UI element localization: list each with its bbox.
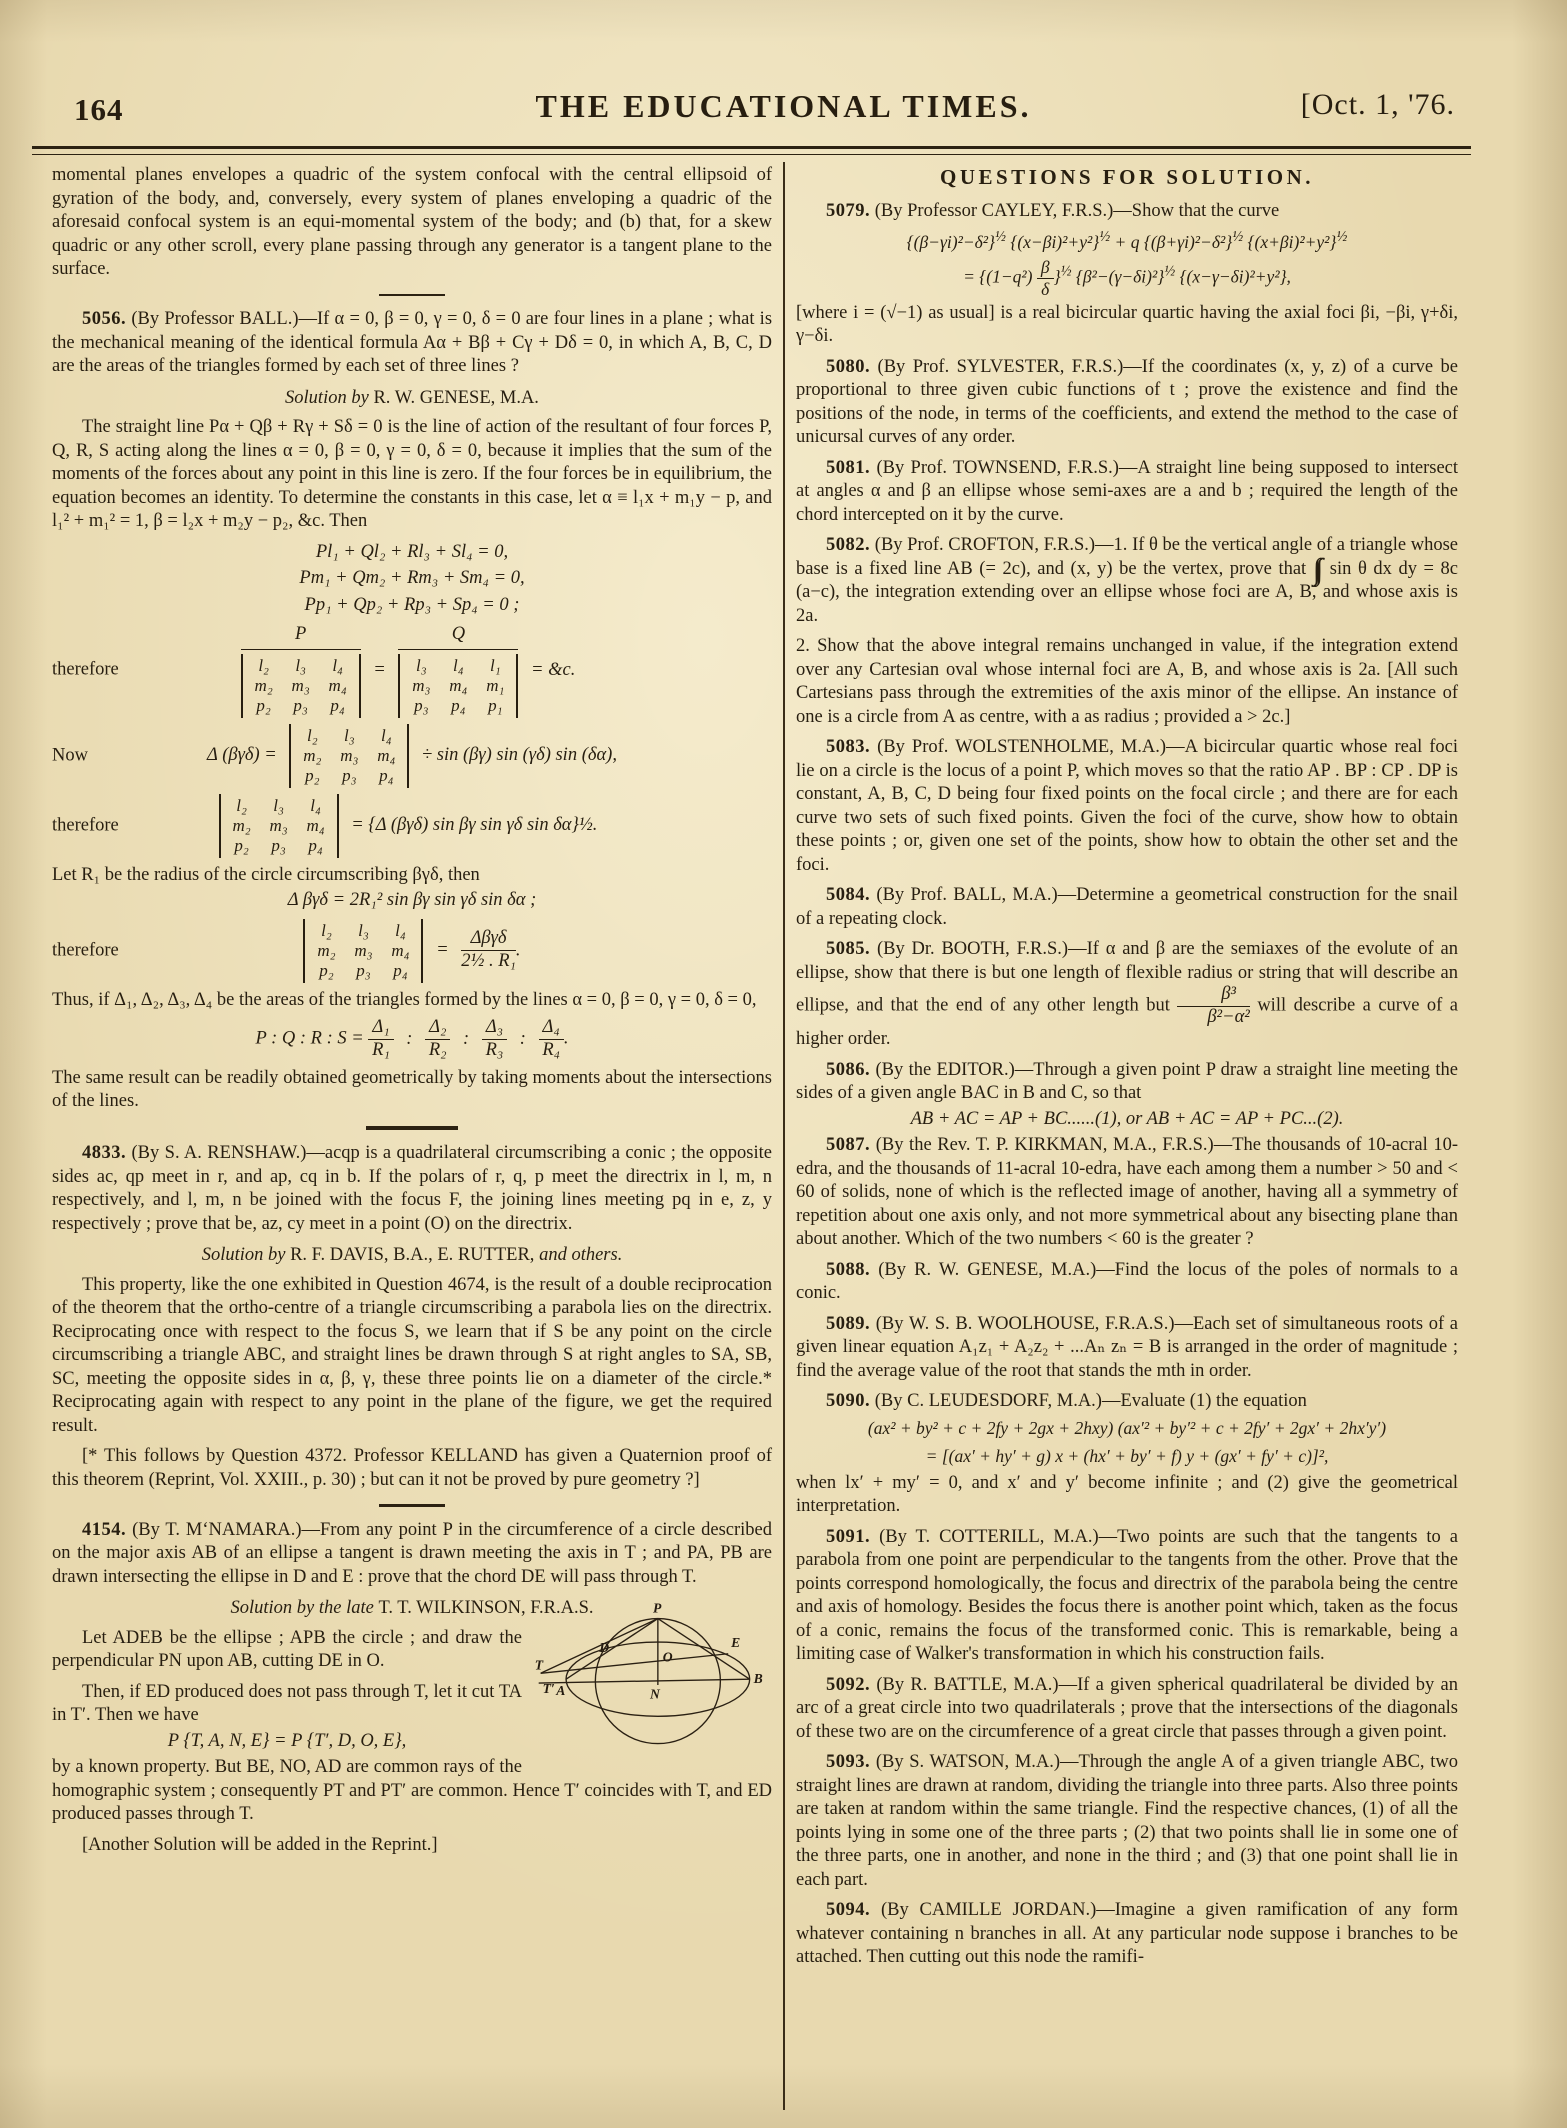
axis-line-TB: [539, 1679, 750, 1683]
question-text: (By Prof. CROFTON, F.R.S.)—1. If θ be the vertical angle of a triangle whose base is a fixed line AB (= 2c), and (x, y) be the vertex, prove that: [796, 535, 1459, 579]
page-number: 164: [74, 92, 124, 127]
page-title: THE EDUCATIONAL TIMES.: [535, 88, 1032, 124]
equation-rhs: ÷ sin (βγ) sin (γδ) sin (δα),: [421, 744, 617, 765]
fraction: $\frac{\text{Δ₄}}{\text{R₄}}$: [539, 1018, 564, 1061]
question-5083: [796, 736, 1458, 877]
colon: :: [406, 1028, 413, 1049]
solution-paragraph: This property, like the one exhibited in Question 4674, is the result of a double reciprocation of the theorem that the ortho-centre of a triangle circumscribing a parabola lies on the directrix. Reciprocating once with respect to the focus S, we learn that if S be any point on the circle circumscribing a triangle ABC, and straight lines be drawn through S at right angles to SA, SB, SC, meeting the opposite sides in α, β, γ, these three points lie on a diameter of the circle.* Reciprocating again with respect to any point in the plane of the figure, we get the required result.: [52, 1274, 772, 1436]
question-text: sin θ dx dy = 8c (a−c), the integration extending over an ellipse whose foci are A, B, and whose axis is 2a.: [796, 558, 1458, 626]
question-text: (By S. A. RENSHAW.)—acqp is a quadrilateral circumscribing a conic ; the opposite sides ac, qp meet in r, and ap, cq in b. If the polars of r, q, p meet the directrix in l, m, n respectively, and l, m, n be joined with the focus F, the joining lines meeting pq in e, z, y respectively ; prove that be, az, cy meet in a point (O) on the directrix.: [52, 1143, 772, 1234]
header-rule: [32, 146, 1471, 155]
fraction: $\frac{\text{Δ₃}}{\text{R₃}}$: [482, 1018, 507, 1061]
equation-line: Pp₁ + Qp₂ + Rp₃ + Sp₄ = 0 ;: [304, 594, 520, 615]
solution-paragraph: by a known property. But BE, NO, AD are common rays of the homographic system ; consequently PT and PT′ are common. Hence T′ coincides with T, and ED produced passes through T.: [52, 1757, 772, 1825]
question-4833: [52, 1142, 772, 1236]
question-text: (By Professor BALL.)—If α = 0, β = 0, γ = 0, δ = 0 are four lines in a plane ; what is the mechanical meaning of the identical formula Aα + Bβ + Cγ + Dδ = 0, in which A, B, C, D are the areas of the triangles formed by each set of three lines ?: [52, 309, 773, 376]
question-5090: [796, 1390, 1458, 1414]
label-A: A: [556, 1682, 566, 1698]
fraction: $\frac{\text{Δ₂}}{\text{R₂}}$: [425, 1018, 450, 1061]
period: .: [563, 1028, 569, 1049]
display-equation: = [(ax′ + hy′ + g) x + (hx′ + by′ + f) y + (gx′ + fy′ + c)]²,: [925, 1445, 1329, 1466]
determinant: l₂ l₃ l₄ m₂ m₃ m₄ p₂ p₃ p₄: [303, 919, 423, 983]
question-number: 5056.: [82, 309, 127, 329]
solution-by-label: Solution by: [201, 1245, 291, 1266]
label-E: E: [731, 1634, 741, 1650]
question-5080: [796, 356, 1458, 450]
text-line: Thus, if Δ₁, Δ₂, Δ₃, Δ₄ be the areas of the triangles formed by the lines α = 0, β = 0, γ = 0, δ = 0,: [52, 989, 757, 1010]
question-number: 5086.: [826, 1059, 871, 1080]
question-5088: [796, 1259, 1458, 1306]
question-number: 5089.: [826, 1313, 871, 1334]
section-rule: [379, 1504, 445, 1507]
question-text: (By the Rev. T. P. KIRKMAN, M.A., F.R.S.)—The thousands of 10-acral 10-edra, and the thousands of 11-acral 10-edra, have each among them a number > 50 and < 60 of solids, none of which is the reflected image of another, having all a symmetry of repetition about one axis only, and not more symmetrical about any bisecting plane than about another. Which of the two numbers < 60 is the greater ?: [796, 1135, 1458, 1250]
question-number: 5092.: [826, 1674, 871, 1695]
solution-paragraph: The straight line Pα + Qβ + Rγ + Sδ = 0 is the line of action of the resultant of four forces P, Q, R, S acting along the lines α = 0, β = 0, γ = 0, δ = 0, because it implies that the sum of the moments of the forces about any point in this line is zero. If the four forces be in equilibrium, the equation becomes an identity. To determine the constants in this case, let α ≡ l₁x + m₁y − p, and l₁² + m₁² = 1, β = l₂x + m₂y − p₂, &c. Then: [52, 417, 772, 531]
question-number: 5081.: [826, 457, 871, 478]
ellipse-circle-diagram: [532, 1601, 772, 1769]
question-4154: [52, 1519, 772, 1590]
fraction: $\frac{\beta}{\delta}$: [1037, 258, 1054, 299]
equation-rhs: = {Δ (βγδ) sin βγ sin γδ sin δα}½.: [351, 814, 598, 835]
question-5086: [796, 1059, 1458, 1106]
label-N: N: [650, 1686, 660, 1702]
solution-paragraph: Then, if ED produced does not pass through T, let it cut TA in T′. Then we have: [52, 1681, 522, 1726]
text-line: Let R₁ be the radius of the circle circumscribing βγδ, then: [52, 864, 480, 885]
equation-line: Δ βγδ = 2R₁² sin βγ sin γδ sin δα ;: [287, 890, 537, 910]
line-TDE: [541, 1654, 729, 1674]
chord-PA: [566, 1619, 658, 1680]
equation-pqrs: [52, 1018, 772, 1061]
therefore-label: therefore: [52, 939, 119, 960]
solution-by-label: Solution by: [285, 387, 374, 408]
solution-heading-4833: [52, 1244, 772, 1268]
question-number: 4154.: [82, 1519, 127, 1540]
question-text: when lx′ + my′ = 0, and x′ and y′ become infinite ; and (2) give the geometrical interpretation.: [796, 1472, 1458, 1517]
question-5092: [796, 1674, 1458, 1745]
therefore-label: therefore: [52, 814, 119, 835]
fraction-denominator: [398, 650, 518, 718]
determinant: l₃ l₄ l₁ m₃ m₄ m₁ p₃ p₄ p₁: [398, 654, 518, 718]
fraction: $\frac{\text{β³}}{\text{β²−α²}}$: [1177, 985, 1250, 1028]
label-B: B: [753, 1670, 763, 1686]
colon: :: [519, 1028, 526, 1049]
equation-line: P {T, A, N, E} = P {T′, D, O, E},: [167, 1730, 407, 1751]
question-5082: [796, 534, 1458, 628]
question-5087: [796, 1134, 1458, 1252]
question-text: (By S. WATSON, M.A.)—Through the angle A of a given triangle ABC, two straight lines are drawn at random, dividing the triangle into three parts. Also three points are taken at random within the same triangle. Find the respective chances, (1) of all the points lying in some one of the three parts ; (2) that two points shall lie in some one of the three parts, one in another, and none in the third ; and (3) that one point shall lie in each part.: [796, 1752, 1458, 1890]
question-number: 5087.: [826, 1135, 871, 1156]
solution-by-label: Solution by the late: [230, 1598, 379, 1619]
questions-heading: QUESTIONS FOR SOLUTION.: [940, 165, 1314, 189]
question-5082-part2: 2. Show that the above integral remains unchanged in value, if the integration extend over any Cartesian oval whose internal foci are A, B, and whose axis is 2a. [All such Cartesians pass through the extremities of the axis minor of the ellipse. An instance of one is a circle from A as centre, with a as radius ; provided a > 2c.]: [796, 636, 1458, 727]
question-5085: [796, 938, 1458, 1051]
question-text: (By T. M‘NAMARA.)—From any point P in the circumference of a circle described on the major axis AB of an ellipse a tangent is drawn meeting the axis in T ; and PA, PB are drawn intersecting the ellipse in D and E : prove that the chord DE will pass through T.: [52, 1519, 773, 1587]
question-number: 5084.: [826, 885, 871, 906]
equals-sign: =: [373, 659, 386, 680]
question-5091: [796, 1526, 1458, 1667]
continued-paragraph: momental planes envelopes a quadric of the system confocal with the central ellipsoid of gyration of the body, and, conversely, every system of planes enveloping a quadric of the aforesaid confocal system is an equi-momental system of the body; and (b) that, for a skew quadric or any other scroll, every plane passing through any generator is a tangent plane to the surface.: [52, 165, 772, 279]
period: .: [515, 939, 521, 960]
display-equation: (ax² + by² + c + 2fy + 2gx + 2hxy) (ax′² + by′² + c + 2fy′ + 2gx′ + 2hx′y′): [867, 1417, 1387, 1438]
question-number: 5094.: [826, 1900, 871, 1921]
label-O: O: [662, 1649, 673, 1665]
fraction-numerator: P: [241, 623, 361, 650]
question-text: (By CAMILLE JORDAN.)—Imagine a given ramification of any form whatever containing n branches in all. At any particular node suppose i branches to be attached. Then cutting out this node the ramifi-: [796, 1900, 1459, 1968]
footnote-paragraph: [* This follows by Question 4372. Professor KELLAND has given a Quaternion proof of this theorem (Reprint, Vol. XXIII., p. 30) ; but can it not be proved by pure geometry ?]: [52, 1446, 772, 1490]
question-5079: [796, 200, 1458, 224]
fraction: [398, 623, 518, 718]
question-text: (By R. W. GENESE, M.A.)—Find the locus of the poles of normals to a conic.: [796, 1259, 1459, 1304]
display-equation: AB + AC = AP + BC......(1), or AB + AC = AP + PC...(2).: [910, 1108, 1344, 1129]
question-5089: [796, 1313, 1458, 1384]
label-D: D: [599, 1639, 610, 1655]
reprint-note: [Another Solution will be added in the Reprint.]: [82, 1834, 438, 1855]
question-5084: [796, 884, 1458, 931]
question-text: (By Prof. TOWNSEND, F.R.S.)—A straight line being supposed to intersect at angles α and β an ellipse whose semi-axes are a and b ; required the length of the chord intercepted on it by the curve.: [796, 457, 1459, 525]
equation-line: Pm₁ + Qm₂ + Rm₃ + Sm₄ = 0,: [299, 568, 525, 588]
question-5094: [796, 1899, 1458, 1970]
question-text: (By Dr. BOOTH, F.R.S.)—If α and β are the semiaxes of the evolute of an ellipse, show that there is but one length of flexible radius or string that will describe an ellipse, and that the end of any other length but: [796, 939, 1459, 1016]
question-5056: [52, 308, 772, 379]
now-label: Now: [52, 744, 88, 765]
question-text: (By R. BATTLE, M.A.)—If a given spherical quadrilateral be divided by an arc of a great circle into two quadrilaterals ; prove that the intersections of the diagonals of these two are on the circumference of a great circle that passes through a given point.: [796, 1674, 1458, 1742]
question-text: [where i = (√−1) as usual] is a real bicircular quartic having the axial foci βi, −βi, γ+δi, γ−δi.: [796, 302, 1458, 347]
solver-name: R. F. DAVIS, B.A., E. RUTTER,: [290, 1245, 535, 1266]
equation-therefore-2: [52, 794, 772, 858]
question-text: (By Prof. WOLSTENHOLME, M.A.)—A bicircular quartic whose real foci lie on a circle is the locus of a point P, which moves so that the ratio AP . BP : CP . DP is constant, A, B, C, D being four fixed points on the focal circle ; and there are for each curve two sets of such fixed points. Given the foci of the curve, show how to obtain these points ; or, given one set of the points, show how to obtain the other set and the foci.: [796, 737, 1458, 875]
solver-name: R. W. GENESE, M.A.: [373, 387, 539, 408]
question-text: (By C. LEUDESDORF, M.A.)—Evaluate (1) the equation: [874, 1391, 1307, 1412]
question-5081: [796, 457, 1458, 528]
question-5093: [796, 1751, 1458, 1892]
issue-date: [Oct. 1, '76.: [1300, 88, 1455, 121]
label-P: P: [652, 1600, 662, 1616]
question-number: 5079.: [826, 200, 871, 221]
determinant: l₂ l₃ l₄ m₂ m₃ m₄ p₂ p₃ p₄: [219, 794, 339, 858]
equation-line: Pl₁ + Ql₂ + Rl₃ + Sl₄ = 0,: [315, 541, 509, 562]
display-equation: = {(1−q²) $\frac{\beta}{\delta}$ }$^{\frac{1}{2}}$ $\{\beta^2-(\gamma-\delta i)^2\}^{\frac{1}{2}}$ {(x−γ−δi)²+y²},: [963, 256, 1291, 299]
question-number: 5088.: [826, 1259, 871, 1280]
equation-now: [52, 724, 772, 788]
question-text: (By Professor CAYLEY, F.R.S.)—Show that the curve: [874, 200, 1280, 221]
label-T: T: [534, 1657, 544, 1673]
question-text: (By Prof. SYLVESTER, F.R.S.)—If the coordinates (x, y, z) of a curve be proportional to three given cubic functions of t ; prove the existence and find the positions of the node, in terms of the coefficients, and extend the method to the case of unicursal curves of any order.: [796, 356, 1458, 448]
text-line: The same result can be readily obtained geometrically by taking moments about the intersections of the lines.: [52, 1067, 772, 1112]
colon: :: [463, 1028, 470, 1049]
question-text: (By T. COTTERILL, M.A.)—Two points are such that the tangents to a parabola from one point are perpendicular to the tangents from the other. Prove that the points correspond homologically, the focus and directrix of the parabola being the centre and axis of homology. Besides the focus there is another point which, taken as the focus of a conic, remains the focus of the transformed conic. This is remarkable, being a limiting case of Walker's transformation in which his construction fails.: [796, 1526, 1459, 1665]
question-text: will describe a curve of a higher order.: [796, 995, 1458, 1050]
equation-therefore-1: [52, 623, 772, 718]
equation-lhs: Δ (βγδ) =: [207, 744, 277, 765]
question-number: 5085.: [826, 939, 871, 960]
solver-suffix: and others.: [534, 1245, 623, 1266]
determinant: l₂ l₃ l₄ m₂ m₃ m₄ p₂ p₃ p₄: [289, 724, 409, 788]
fraction: $\frac{\text{Δ₁}}{\text{R₁}}$: [368, 1018, 393, 1061]
question-number: 5091.: [826, 1526, 871, 1547]
fraction-numerator: Q: [398, 623, 518, 650]
right-column: [796, 164, 1458, 2116]
equals-sign: =: [436, 939, 449, 960]
question-number: 5090.: [826, 1391, 871, 1412]
question-number: 4833.: [82, 1143, 127, 1164]
question-text: (By W. S. B. WOOLHOUSE, F.R.A.S.)—Each set of simultaneous roots of a given linear equation A₁z₁ + A₂z₂ + ...Aₙ zₙ = B is arranged in the order of magnitude ; find the average value of the root that stands the mth in order.: [796, 1313, 1458, 1381]
fraction: $\frac{\text{Δβγδ}}{\text{2½ . R₁}}$: [461, 928, 516, 971]
question-number: 5083.: [826, 737, 871, 758]
equation-therefore-3: [52, 919, 772, 983]
display-equation: $\{(\beta-\gamma i)^2-\delta^2\}^{\frac{1}{2}}$ $\{(x-\beta i)^2+y^2\}^{\frac{1}{2}} + q$ $\{(\beta+\gamma i)^2-\delta^2\}^{\frac{1}{2}}$ $\{(x+\beta i)^2+y^2\}^{\frac{1}{2}}$: [906, 229, 1348, 252]
solution-paragraph: Let ADEB be the ellipse ; APB the circle ; and draw the perpendicular PN upon AB, cutting DE in O.: [52, 1627, 522, 1672]
question-text: (By the EDITOR.)—Through a given point P draw a straight line meeting the sides of a given angle BAC in B and C, so that: [796, 1059, 1458, 1104]
question-number: 5082.: [826, 535, 871, 556]
determinant: l₂ l₃ l₄ m₂ m₃ m₄ p₂ p₃ p₄: [241, 654, 361, 718]
solver-name: T. T. WILKINSON, F.R.A.S.: [378, 1598, 594, 1619]
etc-label: = &c.: [531, 659, 576, 680]
column-divider: [783, 162, 785, 2110]
solution-heading-5056: [52, 387, 772, 411]
section-rule: [379, 294, 445, 297]
fraction-denominator: [241, 650, 361, 718]
geometry-figure: [532, 1601, 772, 1769]
equation-lhs: P : Q : R : S =: [255, 1028, 364, 1049]
question-text: (By Prof. BALL, M.A.)—Determine a geometrical construction for the snail of a repeating clock.: [796, 885, 1459, 929]
label-T-prime: T′: [542, 1680, 555, 1696]
question-number: 5093.: [826, 1752, 871, 1773]
section-rule: [366, 1126, 458, 1131]
left-column: [52, 164, 772, 2116]
therefore-label: therefore: [52, 659, 119, 680]
double-integral-sign: ∫∫: [1312, 552, 1318, 586]
question-number: 5080.: [826, 356, 871, 377]
fraction: [241, 623, 361, 718]
